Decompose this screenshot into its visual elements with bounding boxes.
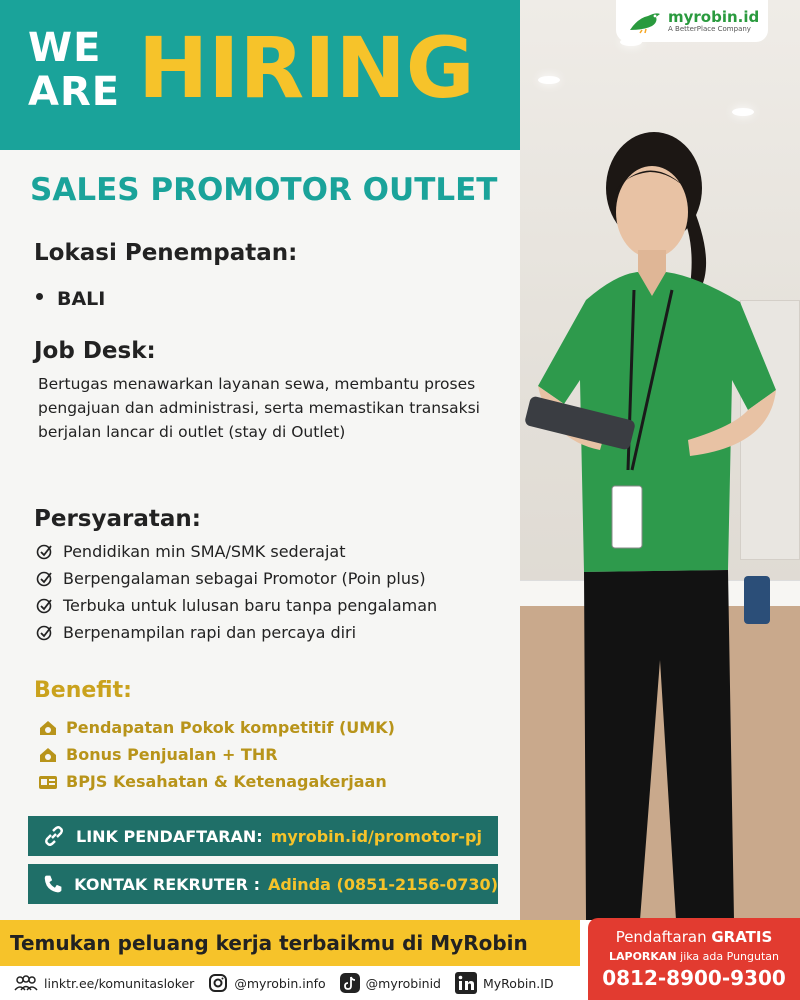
social-link-label: MyRobin.ID bbox=[483, 975, 554, 991]
report-text bbox=[588, 950, 800, 963]
benefit-list bbox=[38, 714, 518, 795]
job-desk-text: Bertugas menawarkan layanan sewa, membantu proses pengajuan dan administrasi, serta memastikan transaksi berjalan lancar di outlet (stay di Outlet) bbox=[38, 375, 480, 441]
list-item bbox=[36, 619, 516, 646]
list-item-label: Pendidikan min SMA/SMK sederajat bbox=[63, 542, 346, 561]
free-registration-box bbox=[588, 918, 800, 1000]
social-link-instagram[interactable] bbox=[208, 973, 325, 993]
community-icon bbox=[14, 975, 38, 991]
check-circle-icon bbox=[36, 543, 53, 560]
tiktok-icon bbox=[340, 973, 360, 993]
location-item-label: BALI bbox=[57, 288, 106, 310]
we-are-text: WE ARE bbox=[28, 25, 121, 115]
money-icon bbox=[38, 747, 58, 763]
registration-label: LINK PENDAFTARAN: bbox=[76, 826, 263, 846]
link-icon bbox=[42, 824, 66, 848]
bullet-icon bbox=[36, 293, 43, 300]
list-item bbox=[36, 592, 516, 619]
registration-link[interactable]: myrobin.id/promotor-pj bbox=[270, 826, 482, 846]
free-registration-text bbox=[588, 928, 800, 946]
check-circle-icon bbox=[36, 597, 53, 614]
tagline-text: Temukan peluang kerja terbaikmu di MyRobin bbox=[10, 931, 528, 955]
social-link-community[interactable] bbox=[14, 975, 194, 991]
requirements-list bbox=[36, 538, 516, 646]
check-circle-icon bbox=[36, 570, 53, 587]
hero-banner bbox=[0, 0, 520, 150]
list-item-label: Pendapatan Pokok kompetitif (UMK) bbox=[66, 718, 395, 737]
brand-logo[interactable] bbox=[616, 0, 768, 42]
social-link-label: linktr.ee/komunitasloker bbox=[44, 975, 195, 991]
social-link-linkedin[interactable] bbox=[455, 972, 554, 994]
location-heading: Lokasi Penempatan: bbox=[34, 240, 298, 266]
id-card-icon bbox=[38, 774, 58, 790]
list-item-label: Berpenampilan rapi dan percaya diri bbox=[63, 623, 357, 642]
free-bold: GRATIS bbox=[711, 928, 773, 946]
report-rest: jika ada Pungutan bbox=[676, 950, 779, 963]
recruiter-contact-bar[interactable] bbox=[28, 864, 498, 904]
money-icon bbox=[38, 720, 58, 736]
robin-bird-icon bbox=[628, 8, 662, 34]
social-link-label: @myrobinid bbox=[365, 975, 441, 991]
check-circle-icon bbox=[36, 624, 53, 641]
hero-photo bbox=[520, 0, 800, 920]
list-item bbox=[38, 741, 518, 768]
logo-name: myrobin.id bbox=[668, 7, 760, 26]
instagram-icon bbox=[208, 973, 228, 993]
list-item bbox=[36, 565, 516, 592]
logo-tagline: A BetterPlace Company bbox=[668, 24, 751, 33]
contact-value[interactable]: Adinda (0851-2156-0730) bbox=[267, 874, 498, 894]
list-item bbox=[38, 714, 518, 741]
report-bold: LAPORKAN bbox=[608, 950, 677, 963]
job-desk-heading: Job Desk: bbox=[34, 338, 156, 364]
hiring-text: HIRING bbox=[138, 19, 475, 117]
list-item-label: Bonus Penjualan + THR bbox=[66, 745, 278, 764]
location-item bbox=[36, 288, 105, 310]
requirements-heading: Persyaratan: bbox=[34, 506, 201, 532]
list-item bbox=[36, 538, 516, 565]
free-prefix: Pendaftaran bbox=[615, 928, 712, 946]
registration-link-bar[interactable] bbox=[28, 816, 498, 856]
promoter-illustration bbox=[520, 0, 800, 920]
social-links bbox=[14, 966, 584, 1000]
list-item bbox=[38, 768, 518, 795]
contact-label: KONTAK REKRUTER : bbox=[74, 874, 260, 894]
hotline-number[interactable]: 0812-8900-9300 bbox=[602, 966, 786, 990]
benefit-heading: Benefit: bbox=[34, 678, 132, 703]
phone-icon bbox=[42, 872, 64, 896]
social-link-label: @myrobin.info bbox=[234, 975, 326, 991]
linkedin-icon bbox=[455, 972, 477, 994]
job-title: SALES PROMOTOR OUTLET bbox=[30, 172, 498, 208]
list-item-label: Berpengalaman sebagai Promotor (Poin plus) bbox=[63, 569, 426, 588]
list-item-label: Terbuka untuk lulusan baru tanpa pengalaman bbox=[63, 596, 438, 615]
list-item-label: BPJS Kesahatan & Ketenagakerjaan bbox=[66, 772, 387, 791]
social-link-tiktok[interactable] bbox=[340, 973, 441, 993]
tagline-banner bbox=[0, 920, 580, 966]
